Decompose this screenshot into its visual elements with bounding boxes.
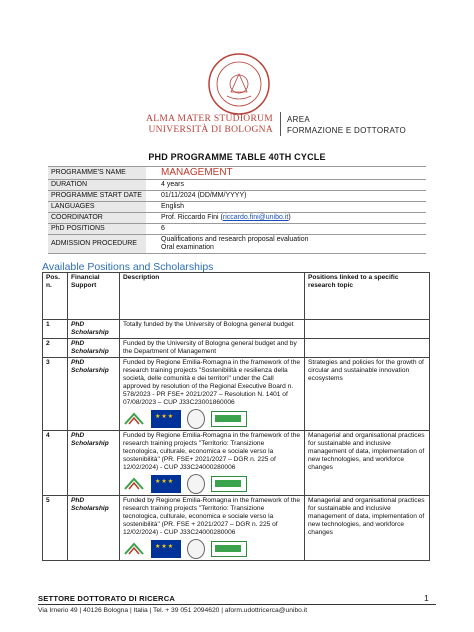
info-key: DURATION: [48, 180, 146, 191]
info-row: [48, 191, 426, 202]
funding-logos: [123, 474, 301, 494]
info-value: [146, 167, 426, 180]
logo-divider: [280, 112, 281, 136]
programme-name: MANAGEMENT: [161, 166, 233, 178]
header-topic: Positions linked to a specific research topic: [305, 273, 430, 320]
table-row: [43, 431, 430, 496]
description-text: Funded by Regione Emilia-Romagna in the framework of the research training projects "Territorio: Transizione tecnologica, culturale, economica e sociale verso la sostenibilità" (PR. FSE+ 2021/2027 – DGR n. 225 of 12/02/2024) - CUP J33C24000280006: [123, 432, 301, 471]
cell-pos: 4: [43, 431, 68, 496]
coordinator-suffix: ): [288, 214, 291, 221]
funding-logos: [123, 539, 301, 559]
section-title: Available Positions and Scholarships: [42, 261, 214, 273]
cell-description: [120, 431, 305, 496]
info-row: [48, 167, 426, 180]
info-value: 6: [146, 224, 426, 235]
info-value: [146, 213, 426, 224]
description-text: Funded by Regione Emilia-Romagna in the framework of the research training projects "Sostenibilità e resilienza della società, delle comunità e dei territori" under the Call approved by resolution of the Regional Executive Board n. 578/2023 - PR FSE+ 2021/2027 – Resolution N. 1401 of 07/08/2023 – CUP J33C23001860006: [123, 359, 301, 406]
cell-topic: Managerial and organisational practices for sustainable and inclusive management of data, implementation of new technologies, and workforce changes: [305, 496, 430, 561]
table-header-row: [43, 273, 430, 320]
area-line-1: AREA: [287, 115, 310, 124]
area-name: [287, 114, 406, 136]
admission-line-2: Oral examination: [161, 244, 214, 251]
info-row: [48, 202, 426, 213]
table-row: [43, 496, 430, 561]
eu-flag-icon: [151, 475, 181, 493]
area-line-2: FORMAZIONE E DOTTORATO: [287, 126, 407, 135]
info-key: PhD POSITIONS: [48, 224, 146, 235]
cell-pos: 3: [43, 358, 68, 431]
university-name: [48, 114, 273, 136]
table-row: [43, 320, 430, 339]
regione-er-logo-icon: [123, 477, 145, 491]
info-row: [48, 224, 426, 235]
cell-support: PhD Scholarship: [68, 358, 120, 431]
info-key: PROGRAMME'S NAME: [48, 167, 146, 180]
university-line-1: ALMA MATER STUDIORUM: [146, 114, 273, 124]
footer-title: SETTORE DOTTORATO DI RICERCA: [38, 594, 176, 603]
cell-description: Totally funded by the University of Bologna general budget: [120, 320, 305, 339]
cell-pos: 1: [43, 320, 68, 339]
emilia-romagna-logo-icon: [211, 476, 247, 492]
eu-flag-icon: [151, 540, 181, 558]
cell-support: PhD Scholarship: [68, 496, 120, 561]
info-key: PROGRAMME START DATE: [48, 191, 146, 202]
info-key: COORDINATOR: [48, 213, 146, 224]
table-row: [43, 339, 430, 358]
description-text: Funded by Regione Emilia-Romagna in the framework of the research training projects "Territorio: Transizione tecnologica, culturale, economica e sociale verso la sostenibilità" (PR. FSE + 2021/2027 – DGR n. 225 of 12/02/2024) - CUP J33C24000280006: [123, 497, 301, 536]
cell-pos: 5: [43, 496, 68, 561]
italian-republic-emblem-icon: [187, 409, 205, 429]
italian-republic-emblem-icon: [187, 539, 205, 559]
cell-description: [120, 358, 305, 431]
info-value: 4 years: [146, 180, 426, 191]
info-key: LANGUAGES: [48, 202, 146, 213]
info-row: [48, 180, 426, 191]
cell-description: Funded by the University of Bologna general budget and by the Department of Management: [120, 339, 305, 358]
footer-divider: [38, 604, 436, 605]
emilia-romagna-logo-icon: [211, 411, 247, 427]
cell-pos: 2: [43, 339, 68, 358]
info-value: English: [146, 202, 426, 213]
italian-republic-emblem-icon: [187, 474, 205, 494]
info-row: [48, 235, 426, 254]
footer-address: Via Irnerio 49 | 40126 Bologna | Italia | Tel. + 39 051 2094620 | aform.udottricerca@unibo.it: [38, 607, 308, 614]
header-description: Description: [120, 273, 305, 320]
cell-support: PhD Scholarship: [68, 339, 120, 358]
eu-flag-icon: [151, 410, 181, 428]
coordinator-name: Prof. Riccardo Fini (: [161, 214, 223, 221]
funding-logos: [123, 409, 301, 429]
page-number: 1: [424, 593, 429, 603]
info-row: [48, 213, 426, 224]
info-value: [146, 235, 426, 254]
header-pos: Pos. n.: [43, 273, 68, 320]
info-value: 01/11/2024 (DD/MM/YYYY): [146, 191, 426, 202]
programme-info-table: [48, 166, 426, 254]
document-title: PHD PROGRAMME TABLE 40TH CYCLE: [148, 152, 326, 162]
cell-topic: Strategies and policies for the growth of circular and sustainable innovation ecosystems: [305, 358, 430, 431]
cell-topic: [305, 320, 430, 339]
admission-line-1: Qualifications and research proposal evaluation: [161, 236, 309, 243]
cell-description: [120, 496, 305, 561]
cell-support: PhD Scholarship: [68, 431, 120, 496]
cell-support: PhD Scholarship: [68, 320, 120, 339]
emilia-romagna-logo-icon: [211, 541, 247, 557]
regione-er-logo-icon: [123, 412, 145, 426]
university-seal-logo: [207, 52, 271, 116]
positions-table: [42, 272, 430, 561]
cell-topic: [305, 339, 430, 358]
table-row: [43, 358, 430, 431]
cell-topic: Managerial and organisational practices for sustainable and inclusive management of data, implementation of new technologies, and workforce changes: [305, 431, 430, 496]
regione-er-logo-icon: [123, 542, 145, 556]
header-support: Financial Support: [68, 273, 120, 320]
university-line-2: UNIVERSITÀ DI BOLOGNA: [148, 125, 273, 135]
info-key: ADMISSION PROCEDURE: [48, 235, 146, 254]
coordinator-email-link[interactable]: riccardo.fini@unibo.it: [222, 214, 289, 221]
